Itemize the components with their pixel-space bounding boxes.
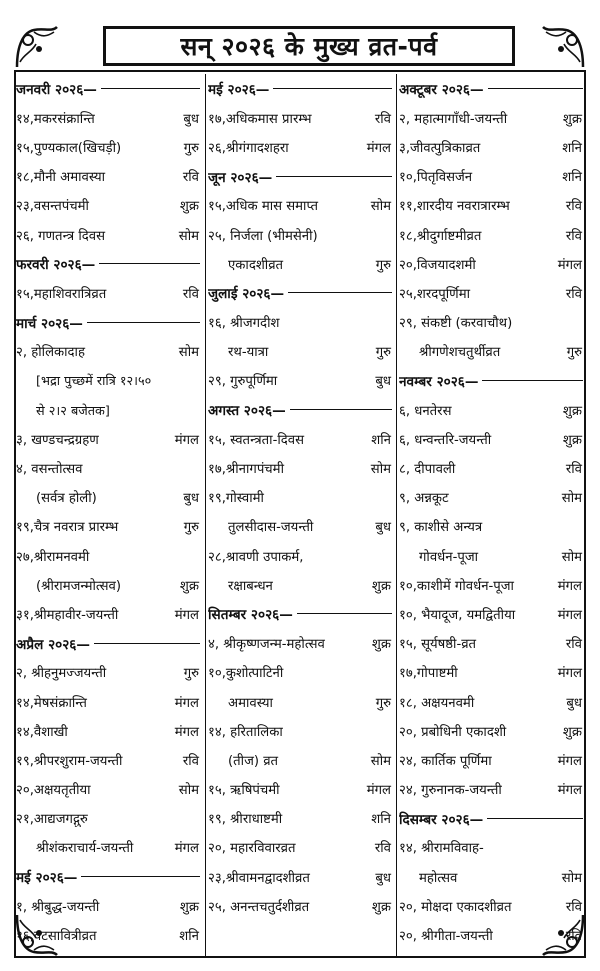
weekday: शुक्र xyxy=(371,899,391,915)
column-divider xyxy=(205,74,206,956)
festival-name: २५, अनन्तचतुर्दशीव्रत xyxy=(208,899,310,915)
month-heading xyxy=(208,162,394,191)
month-heading xyxy=(16,862,202,891)
festival-name: १६, श्रीजगदीश xyxy=(208,316,280,332)
weekday: रवि xyxy=(565,929,582,945)
festival-name: ८, दीपावली xyxy=(399,462,456,478)
festival-name: २, महात्मागाँधी-जयन्ती xyxy=(399,111,508,127)
festival-name: २३,वसन्तपंचमी xyxy=(16,199,89,215)
festival-entry xyxy=(399,629,585,658)
month-label: अक्टूबर २०२६— xyxy=(399,82,484,99)
festival-name: (सर्वत्र होली) xyxy=(36,491,97,507)
month-heading xyxy=(208,278,394,307)
festival-entry xyxy=(399,658,585,687)
weekday: बुध xyxy=(183,491,199,507)
weekday: शुक्र xyxy=(562,724,582,740)
festival-entry xyxy=(16,599,202,628)
festival-name: रथ-यात्रा xyxy=(228,345,269,361)
festival-entry xyxy=(399,920,585,949)
festival-entry xyxy=(399,541,585,570)
festival-name: अमावस्या xyxy=(228,695,273,711)
festival-name: ४, श्रीकृष्णजन्म-महोत्सव xyxy=(208,637,325,653)
festival-entry xyxy=(208,658,394,687)
festival-entry xyxy=(16,278,202,307)
month-rule xyxy=(273,88,392,89)
festival-name: एकादशीव्रत xyxy=(228,257,284,273)
festival-name: २५, निर्जला (भीमसेनी) xyxy=(208,228,318,244)
month-rule xyxy=(297,613,392,614)
month-label: जुलाई २०२६— xyxy=(208,286,285,303)
festival-entry xyxy=(16,687,202,716)
weekday: शुक्र xyxy=(562,111,582,127)
festival-name: ३१,श्रीमहावीर-जयन्ती xyxy=(16,607,119,623)
festival-entry xyxy=(208,483,394,512)
month-label: मई २०२६— xyxy=(16,870,78,887)
weekday: सोम xyxy=(561,491,582,507)
festival-name: १५,अधिक मास समाप्त xyxy=(208,199,319,215)
festival-entry xyxy=(16,891,202,920)
festival-name: १९,गोस्वामी xyxy=(208,491,264,507)
festival-entry xyxy=(208,191,394,220)
festival-name: २४, गुरुनानक-जयन्ती xyxy=(399,783,502,799)
weekday: रवि xyxy=(182,286,199,302)
festival-name: २४, कार्तिक पूर्णिमा xyxy=(399,753,492,769)
month-heading xyxy=(208,599,394,628)
festival-name: [भद्रा पुच्छमें रात्रि १२।५० xyxy=(36,374,152,390)
weekday: सोम xyxy=(178,783,199,799)
festival-name: २, श्रीहनुमज्जयन्ती xyxy=(16,666,107,682)
festival-entry xyxy=(208,512,394,541)
festival-entry xyxy=(16,483,202,512)
festival-name: महोत्सव xyxy=(419,870,458,886)
festival-name: २९, संकष्टी (करवाचौथ) xyxy=(399,316,513,332)
festival-name: १४,वैशाखी xyxy=(16,724,68,740)
month-label: मई २०२६— xyxy=(208,82,270,99)
month-label: जनवरी २०२६— xyxy=(16,82,97,99)
festival-entry xyxy=(208,103,394,132)
weekday: मंगल xyxy=(174,432,199,448)
festival-entry xyxy=(208,570,394,599)
festival-entry xyxy=(399,220,585,249)
festival-entry xyxy=(399,162,585,191)
festival-entry xyxy=(399,249,585,278)
festival-entry xyxy=(399,745,585,774)
weekday: रवि xyxy=(374,841,391,857)
weekday: मंगल xyxy=(557,783,582,799)
festival-name: १८, अक्षयनवमी xyxy=(399,695,475,711)
month-heading xyxy=(16,74,202,103)
weekday: मंगल xyxy=(174,607,199,623)
month-label: अप्रैल २०२६— xyxy=(16,636,90,653)
month-heading xyxy=(399,804,585,833)
weekday: मंगल xyxy=(557,607,582,623)
weekday: सोम xyxy=(370,753,391,769)
weekday: बुध xyxy=(566,695,582,711)
month-label: सितम्बर २०२६— xyxy=(208,607,293,624)
festival-entry xyxy=(208,804,394,833)
festival-entry xyxy=(16,103,202,132)
festival-entry xyxy=(208,337,394,366)
festival-name: (तीज) व्रत xyxy=(228,753,279,769)
month-heading xyxy=(208,395,394,424)
weekday: मंगल xyxy=(366,140,391,156)
weekday: शनि xyxy=(562,170,582,186)
weekday: रवि xyxy=(565,899,582,915)
festival-name: ६, धनतेरस xyxy=(399,403,452,419)
weekday: शुक्र xyxy=(179,199,199,215)
festival-name: १५,महाशिवरात्रिव्रत xyxy=(16,286,107,302)
festival-entry xyxy=(208,308,394,337)
festival-name: १८,मौनी अमावस्या xyxy=(16,170,106,186)
festival-name: १७,गोपाष्टमी xyxy=(399,666,458,682)
festival-entry xyxy=(16,775,202,804)
festival-entry xyxy=(16,453,202,482)
weekday: शनि xyxy=(371,812,391,828)
note-line xyxy=(16,366,202,395)
festival-name: १५, सूर्यषष्ठी-व्रत xyxy=(399,637,477,653)
festival-entry xyxy=(208,745,394,774)
festival-name: २६,श्रीगंगादशहरा xyxy=(208,140,289,156)
weekday: मंगल xyxy=(557,666,582,682)
month-heading xyxy=(16,629,202,658)
festival-entry xyxy=(399,716,585,745)
weekday: सोम xyxy=(370,462,391,478)
month-label: दिसम्बर २०२६— xyxy=(399,811,484,828)
festival-entry xyxy=(399,483,585,512)
festival-entry xyxy=(208,833,394,862)
month-rule xyxy=(488,88,583,89)
festival-name: २०,विजयादशमी xyxy=(399,257,476,273)
weekday: रवि xyxy=(565,286,582,302)
festival-entry xyxy=(16,424,202,453)
month-rule xyxy=(101,88,200,89)
festival-name: १९, श्रीराधाष्टमी xyxy=(208,812,283,828)
note-line xyxy=(16,395,202,424)
weekday: मंगल xyxy=(174,841,199,857)
festival-entry xyxy=(16,541,202,570)
festival-entry xyxy=(399,103,585,132)
festival-name: २०, महारविवारव्रत xyxy=(208,841,296,857)
column-oct-dec xyxy=(399,74,585,956)
weekday: गुरु xyxy=(375,345,391,361)
weekday: रवि xyxy=(182,753,199,769)
festival-name: १०, भैयादूज, यमद्वितीया xyxy=(399,607,516,623)
month-heading xyxy=(16,308,202,337)
festival-entry xyxy=(208,424,394,453)
festival-name: ९, काशीसे अन्यत्र xyxy=(399,520,483,536)
month-label: मार्च २०२६— xyxy=(16,315,83,332)
festival-entry xyxy=(399,191,585,220)
festival-entry xyxy=(16,132,202,161)
weekday: बुध xyxy=(183,111,199,127)
weekday: गुरु xyxy=(375,257,391,273)
festival-entry xyxy=(208,775,394,804)
month-rule xyxy=(99,263,200,264)
festival-name: १४, हरितालिका xyxy=(208,724,283,740)
festival-entry xyxy=(208,687,394,716)
festival-name: (श्रीरामजन्मोत्सव) xyxy=(36,578,122,594)
month-heading xyxy=(16,249,202,278)
weekday: गुरु xyxy=(183,520,199,536)
festival-entry xyxy=(16,804,202,833)
festival-name: १७,अधिकमास प्रारम्भ xyxy=(208,111,312,127)
weekday: सोम xyxy=(561,549,582,565)
festival-entry xyxy=(399,308,585,337)
festival-name: १५, स्वतन्त्रता-दिवस xyxy=(208,432,304,448)
festival-name: ११,शारदीय नवरात्रारम्भ xyxy=(399,199,510,215)
festival-entry xyxy=(399,337,585,366)
festival-entry xyxy=(16,512,202,541)
festival-name: २८,श्रावणी उपाकर्म, xyxy=(208,549,304,565)
weekday: शुक्र xyxy=(562,403,582,419)
festival-entry xyxy=(16,570,202,599)
festival-entry xyxy=(399,570,585,599)
festival-name: २५,शरदपूर्णिमा xyxy=(399,286,471,302)
weekday: मंगल xyxy=(174,695,199,711)
festival-entry xyxy=(16,337,202,366)
festival-name: १९,श्रीपरशुराम-जयन्ती xyxy=(16,753,123,769)
weekday: बुध xyxy=(375,374,391,390)
weekday: शुक्र xyxy=(562,432,582,448)
weekday: मंगल xyxy=(366,783,391,799)
festival-name: २६, गणतन्त्र दिवस xyxy=(16,228,105,244)
weekday: रवि xyxy=(565,199,582,215)
festival-name: ४, वसन्तोत्सव xyxy=(16,462,83,478)
weekday: शनि xyxy=(179,929,199,945)
festival-name: ३,जीवत्पुत्रिकाव्रत xyxy=(399,140,481,156)
column-may-sep xyxy=(208,74,394,956)
festival-entry xyxy=(399,132,585,161)
month-rule xyxy=(276,176,392,177)
festival-name: २९, गुरुपूर्णिमा xyxy=(208,374,278,390)
weekday: शनि xyxy=(371,432,391,448)
weekday: सोम xyxy=(178,228,199,244)
month-label: जून २०२६— xyxy=(208,169,273,186)
festival-name: से २।२ बजेतक] xyxy=(36,403,110,419)
weekday: सोम xyxy=(561,870,582,886)
weekday: रवि xyxy=(565,462,582,478)
festival-entry xyxy=(16,920,202,949)
festival-entry xyxy=(399,833,585,862)
festival-name: १४, श्रीरामविवाह- xyxy=(399,841,484,857)
festival-name: २, होलिकादाह xyxy=(16,345,85,361)
month-rule xyxy=(482,380,583,381)
weekday: मंगल xyxy=(557,257,582,273)
festival-name: ९, अन्नकूट xyxy=(399,491,449,507)
weekday: मंगल xyxy=(174,724,199,740)
festival-name: १६,वटसावित्रीव्रत xyxy=(16,929,97,945)
festival-entry xyxy=(399,453,585,482)
festival-entry xyxy=(399,512,585,541)
weekday: शुक्र xyxy=(371,578,391,594)
weekday: मंगल xyxy=(557,753,582,769)
festival-name: १७,श्रीनागपंचमी xyxy=(208,462,284,478)
corner-ornament-icon xyxy=(540,24,586,70)
month-rule xyxy=(487,818,583,819)
festival-entry xyxy=(208,220,394,249)
festival-entry xyxy=(208,249,394,278)
festival-entry xyxy=(16,191,202,220)
month-label: अगस्त २०२६— xyxy=(208,403,286,420)
festival-entry xyxy=(16,745,202,774)
weekday: शुक्र xyxy=(179,899,199,915)
month-heading xyxy=(208,74,394,103)
festival-name: २०, मोक्षदा एकादशीव्रत xyxy=(399,899,512,915)
month-label: फरवरी २०२६— xyxy=(16,257,96,274)
month-rule xyxy=(87,322,200,323)
festival-entry xyxy=(399,424,585,453)
festival-name: ३, खण्डचन्द्रग्रहण xyxy=(16,432,99,448)
weekday: बुध xyxy=(375,520,391,536)
festival-name: २३,श्रीवामनद्वादशीव्रत xyxy=(208,870,310,886)
festival-name: २०, प्रबोधिनी एकादशी xyxy=(399,724,507,740)
weekday: रवि xyxy=(374,111,391,127)
month-rule xyxy=(288,292,392,293)
festival-name: रक्षाबन्धन xyxy=(228,578,273,594)
festival-entry xyxy=(399,775,585,804)
festival-entry xyxy=(16,162,202,191)
weekday: शुक्र xyxy=(179,578,199,594)
festival-name: १५,पुण्यकाल(खिचड़ी) xyxy=(16,140,122,156)
festival-entry xyxy=(399,395,585,424)
month-heading xyxy=(399,74,585,103)
weekday: गुरु xyxy=(566,345,582,361)
festival-name: श्रीशंकराचार्य-जयन्ती xyxy=(36,841,134,857)
weekday: गुरु xyxy=(375,695,391,711)
festival-entry xyxy=(208,541,394,570)
weekday: रवि xyxy=(565,637,582,653)
festival-name: गोवर्धन-पूजा xyxy=(419,549,479,565)
weekday: गुरु xyxy=(183,140,199,156)
column-divider xyxy=(396,74,397,956)
month-rule xyxy=(290,409,392,410)
festival-name: २०,अक्षयतृतीया xyxy=(16,783,91,799)
festival-entry xyxy=(399,862,585,891)
festival-name: ६, धन्वन्तरि-जयन्ती xyxy=(399,432,492,448)
weekday: गुरु xyxy=(183,666,199,682)
festival-entry xyxy=(208,366,394,395)
festival-name: १८,श्रीदुर्गाष्टमीव्रत xyxy=(399,228,482,244)
weekday: सोम xyxy=(178,345,199,361)
festival-entry xyxy=(208,862,394,891)
festival-entry xyxy=(399,599,585,628)
festival-entry xyxy=(16,833,202,862)
festival-name: २०, श्रीगीता-जयन्ती xyxy=(399,929,493,945)
festival-entry xyxy=(208,629,394,658)
festival-entry xyxy=(208,716,394,745)
festival-name: १४,मेषसंक्रान्ति xyxy=(16,695,87,711)
festival-entry xyxy=(16,716,202,745)
month-label: नवम्बर २०२६— xyxy=(399,373,479,390)
festival-entry xyxy=(16,658,202,687)
month-rule xyxy=(81,876,200,877)
festival-entry xyxy=(208,132,394,161)
festival-name: १४,मकरसंक्रान्ति xyxy=(16,111,95,127)
weekday: शनि xyxy=(562,140,582,156)
festival-entry xyxy=(208,453,394,482)
festival-name: तुलसीदास-जयन्ती xyxy=(228,520,314,536)
festival-entry xyxy=(399,891,585,920)
column-jan-may xyxy=(16,74,202,956)
festival-name: १, श्रीबुद्ध-जयन्ती xyxy=(16,899,100,915)
weekday: सोम xyxy=(370,199,391,215)
page-title: सन् २०२६ के मुख्य व्रत-पर्व xyxy=(103,26,515,66)
month-heading xyxy=(399,366,585,395)
weekday: बुध xyxy=(375,870,391,886)
festival-name: श्रीगणेशचतुर्थीव्रत xyxy=(419,345,501,361)
weekday: शुक्र xyxy=(371,637,391,653)
festival-entry xyxy=(208,891,394,920)
month-rule xyxy=(94,643,200,644)
weekday: रवि xyxy=(565,228,582,244)
festival-entry xyxy=(16,220,202,249)
festival-entry xyxy=(399,687,585,716)
festival-name: २१,आद्यजगद्गुरु xyxy=(16,812,88,828)
festival-name: १०,काशीमें गोवर्धन-पूजा xyxy=(399,578,514,594)
festival-name: १५, ऋषिपंचमी xyxy=(208,783,280,799)
weekday: रवि xyxy=(182,170,199,186)
festival-name: १९,चैत्र नवरात्र प्रारम्भ xyxy=(16,520,119,536)
festival-name: १०,पितृविसर्जन xyxy=(399,170,473,186)
festival-entry xyxy=(399,278,585,307)
corner-ornament-icon xyxy=(14,24,60,70)
festival-name: १०,कुशोत्पाटिनी xyxy=(208,666,284,682)
festival-name: २७,श्रीरामनवमी xyxy=(16,549,90,565)
weekday: मंगल xyxy=(557,578,582,594)
